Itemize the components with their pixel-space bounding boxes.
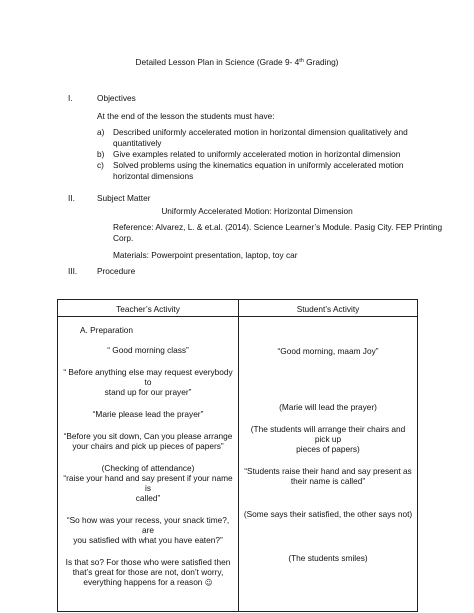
student-spacer <box>243 486 413 497</box>
activity-table <box>57 299 418 612</box>
teacher-line: “Before you sit down, Can you please arrange <box>63 431 233 441</box>
teacher-activity-header: Teacher’s Activity <box>58 300 239 317</box>
student-spacer <box>243 519 413 530</box>
title-superscript: th <box>299 58 304 64</box>
teacher-line: (Checking of attendance) <box>101 463 195 473</box>
teacher-line-last <box>62 577 234 587</box>
objective-c-line-1: Solved problems using the kinematics equation in uniformly accelerated motion <box>113 160 404 170</box>
teacher-line: “Marie please lead the prayer” <box>92 409 204 419</box>
teacher-line: “raise your hand and say present if your name is <box>63 473 233 493</box>
teacher-line: Is that so? For those who were satisfied then <box>65 557 231 567</box>
document-title <box>0 57 474 67</box>
objective-b-line-1: Give examples related to uniformly accelerated motion in horizontal dimension <box>113 149 401 159</box>
student-line: (Marie will lead the prayer) <box>279 402 377 412</box>
section-numeral-objectives: I. <box>68 93 73 103</box>
teacher-line: “ Good morning class” <box>107 345 189 355</box>
table-body-row <box>58 317 418 612</box>
reference-line-1: Reference: Alvarez, L. & et.al. (2014). Science Learner’s Module. Pasig City. FEP Printing <box>113 222 443 232</box>
section-heading-objectives: Objectives <box>97 93 136 103</box>
teacher-line-last-text: everything happens for a reason <box>83 577 205 587</box>
teacher-activity-cell <box>58 317 239 612</box>
preparation-heading: A. Preparation <box>80 325 134 335</box>
student-line: “Good morning, maam Joy” <box>277 346 379 356</box>
objective-c-line-2: horizontal dimensions <box>113 171 194 181</box>
student-spacer <box>243 542 413 553</box>
teacher-line: you satisfied with what you have eaten?” <box>73 535 223 545</box>
student-line: (The students will arrange their chairs and pick up <box>250 424 406 444</box>
smiley-icon: ☺ <box>204 578 213 587</box>
student-line: their name is called” <box>290 476 366 486</box>
teacher-line: stand up for our prayer” <box>104 387 192 397</box>
student-spacer <box>243 368 413 390</box>
table-header-row <box>58 300 418 317</box>
objective-c-letter: c) <box>97 160 104 170</box>
section-heading-subject-matter: Subject Matter <box>97 193 151 203</box>
materials-line: Materials: Powerpoint presentation, laptop, toy car <box>113 250 298 260</box>
teacher-line: your chairs and pick up pieces of papers” <box>72 441 224 451</box>
teacher-line: “So how was your recess, your snack time?, are <box>66 515 230 535</box>
reference-line-2: Corp. <box>113 233 134 243</box>
student-line: (Some says their satisfied, the other says not) <box>243 509 413 519</box>
student-line: pieces of papers) <box>296 444 360 454</box>
student-activity-header: Student’s Activity <box>239 300 418 317</box>
objective-b-letter: b) <box>97 149 105 159</box>
section-numeral-procedure: III. <box>68 266 78 276</box>
student-spacer <box>243 325 413 336</box>
objective-a-line-2: quantitatively <box>113 138 162 148</box>
teacher-line: that’s great for those are not, don’t worry, <box>72 567 224 577</box>
objectives-intro: At the end of the lesson the students must have: <box>97 111 275 121</box>
student-line: “Students raise their hand and say present as <box>244 466 412 476</box>
teacher-line: called” <box>135 493 161 503</box>
student-activity-cell <box>239 317 418 612</box>
objective-a-line-1: Described uniformly accelerated motion in horizontal dimension qualitatively and <box>113 127 408 137</box>
objective-a-letter: a) <box>97 127 105 137</box>
student-line: (The students smiles) <box>288 553 368 563</box>
title-main: Detailed Lesson Plan in Science (Grade 9- 4 <box>135 57 300 67</box>
section-numeral-subject-matter: II. <box>68 193 75 203</box>
section-heading-procedure: Procedure <box>97 266 136 276</box>
subject-topic: Uniformly Accelerated Motion: Horizontal Dimension <box>161 206 353 216</box>
teacher-line: “ Before anything else may request everybody to <box>63 367 233 387</box>
title-end: Grading) <box>303 57 339 67</box>
